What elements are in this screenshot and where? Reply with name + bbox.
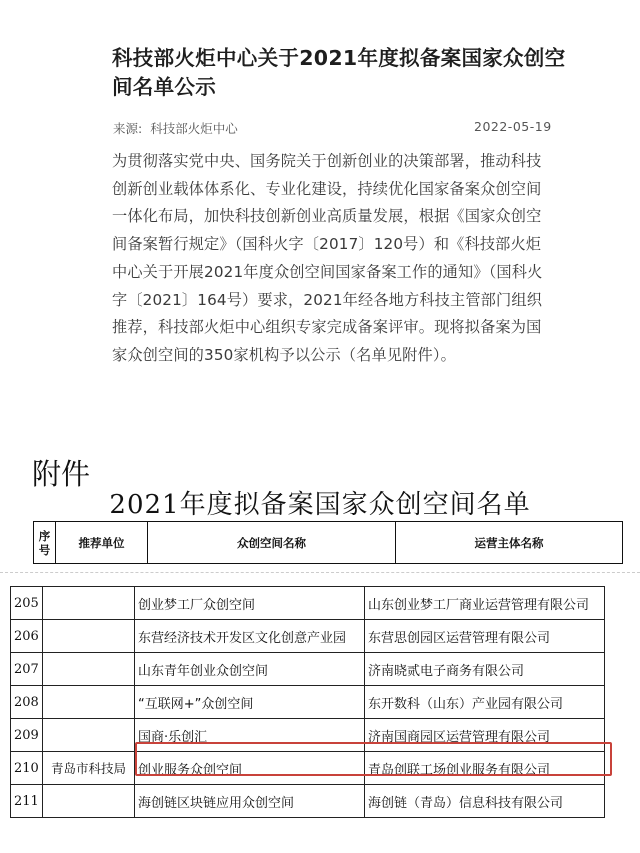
list-title: 2021年度拟备案国家众创空间名单 [109,490,531,520]
header-operator: 运营主体名称 [396,522,623,564]
header-seq: 序号 [34,522,56,564]
article-source [113,119,238,137]
row-operator: 海创链（青岛）信息科技有限公司 [365,785,605,818]
row-operator: 济南国商园区运营管理有限公司 [365,719,605,752]
row-space-name: 创业梦工厂众创空间 [135,587,365,620]
row-recommender [43,785,135,818]
row-recommender [43,686,135,719]
row-operator: 山东创业梦工厂商业运营管理有限公司 [365,587,605,620]
row-recommender [43,653,135,686]
row-recommender [43,719,135,752]
source-name[interactable]: 科技部火炬中心 [150,121,238,136]
list-table [10,586,605,818]
row-operator: 济南晓贰电子商务有限公司 [365,653,605,686]
table-row [11,719,605,752]
row-number: 208 [11,686,43,719]
header-space-name: 众创空间名称 [148,522,396,564]
row-space-name: 山东青年创业众创空间 [135,653,365,686]
page-separator [0,572,640,573]
source-label: 来源: [113,121,143,136]
article-body [112,148,552,370]
table-row [11,587,605,620]
attachment-label: 附件 [32,457,91,491]
row-space-name: 国商·乐创汇 [135,719,365,752]
table-row [11,785,605,818]
header-recommender: 推荐单位 [56,522,148,564]
table-row [11,686,605,719]
row-space-name: 海创链区块链应用众创空间 [135,785,365,818]
row-space-name: “互联网+”众创空间 [135,686,365,719]
row-number: 210 [11,752,43,785]
list-header-table [33,521,623,564]
row-operator: 东开数科（山东）产业园有限公司 [365,686,605,719]
row-number: 207 [11,653,43,686]
row-number: 205 [11,587,43,620]
article-date: 2022-05-19 [474,119,552,134]
row-number: 209 [11,719,43,752]
row-operator: 青岛创联工场创业服务有限公司 [365,752,605,785]
row-number: 206 [11,620,43,653]
row-space-name: 东营经济技术开发区文化创意产业园 [135,620,365,653]
table-row [11,653,605,686]
row-operator: 东营思创园区运营管理有限公司 [365,620,605,653]
table-row [11,752,605,785]
row-recommender: 青岛市科技局 [43,752,135,785]
row-recommender [43,620,135,653]
article-title: 科技部火炬中心关于2021年度拟备案国家众创空间名单公示 [112,46,566,99]
row-number: 211 [11,785,43,818]
article-paragraph: 为贯彻落实党中央、国务院关于创新创业的决策部署，推动科技创新创业载体体系化、专业化建设，持续优化国家备案众创空间一体化布局，加快科技创新创业高质量发展，根据《国家众创空间备案暂行规定》（国科火字〔2017〕120号）和《科技部火炬中心关于开展2021年度众创空间国家备案工作的通知》（国科火字〔2021〕164号）要求，2021年经各地方科技主管部门组织推荐，科技部火炬中心组织专家完成备案评审。现将拟备案为国家众创空间的350家机构予以公示（名单见附件）。 [112,152,543,364]
table-row [11,620,605,653]
row-recommender [43,587,135,620]
row-space-name: 创业服务众创空间 [135,752,365,785]
